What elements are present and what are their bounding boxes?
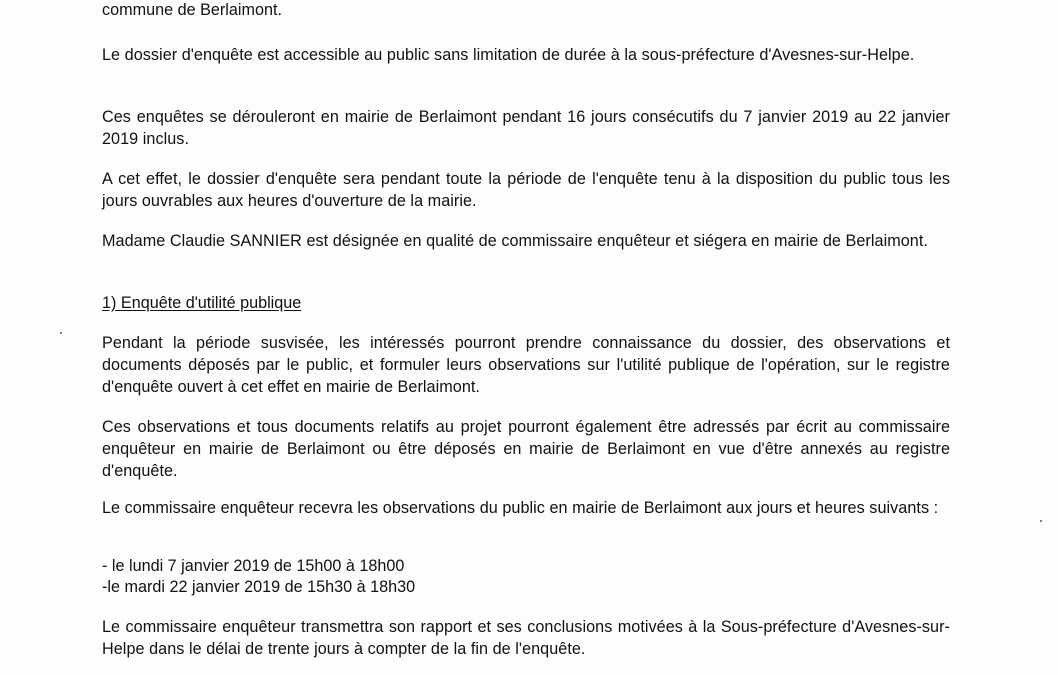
scan-speck bbox=[1040, 520, 1042, 522]
scan-speck bbox=[60, 332, 62, 334]
paragraph-commissioner: Madame Claudie SANNIER est désignée en qualité de commissaire enquêteur et siégera en mairie de Berlaimont. bbox=[102, 232, 928, 250]
paragraph-reception: Le commissaire enquêteur recevra les observations du public en mairie de Berlaimont aux jours et heures suivants : bbox=[102, 499, 939, 517]
paragraph-report: Le commissaire enquêteur transmettra son rapport et ses conclusions motivées à la Sous-préfecture d'Avesnes-sur-Helpe dans le délai de trente jours à compter de la fin de l'enquête. bbox=[102, 618, 950, 658]
schedule-item-2: -le mardi 22 janvier 2019 de 15h30 à 18h30 bbox=[102, 578, 416, 596]
paragraph-dossier-access: Le dossier d'enquête est accessible au public sans limitation de durée à la sous-préfecture d'Avesnes-sur-Helpe. bbox=[102, 46, 915, 64]
top-fragment: commune de Berlaimont. bbox=[102, 1, 282, 19]
schedule-item-1: - le lundi 7 janvier 2019 de 15h00 à 18h00 bbox=[102, 557, 405, 575]
paragraph-enquiry-dates: Ces enquêtes se dérouleront en mairie de Berlaimont pendant 16 jours consécutifs du 7 janvier 2019 au 22 janvier 2019 inclus. bbox=[102, 108, 950, 148]
paragraph-consultation: Pendant la période susvisée, les intéressés pourront prendre connaissance du dossier, des observations et documents déposés par le public, et formuler leurs observations sur l'utilité publique de l'opération, sur le registre d'enquête ouvert à cet effet en mairie de Berlaimont. bbox=[102, 334, 950, 396]
paragraph-dossier-availability: A cet effet, le dossier d'enquête sera pendant toute la période de l'enquête tenu à la disposition du public tous les jours ouvrables aux heures d'ouverture de la mairie. bbox=[102, 170, 950, 210]
paragraph-written-observations: Ces observations et tous documents relatifs au projet pourront également être adressés par écrit au commissaire enquêteur en mairie de Berlaimont ou être déposés en mairie de Berlaimont en vue d'être annexés au registre d'enquête. bbox=[102, 418, 950, 480]
section-heading: 1) Enquête d'utilité publique bbox=[102, 294, 302, 312]
